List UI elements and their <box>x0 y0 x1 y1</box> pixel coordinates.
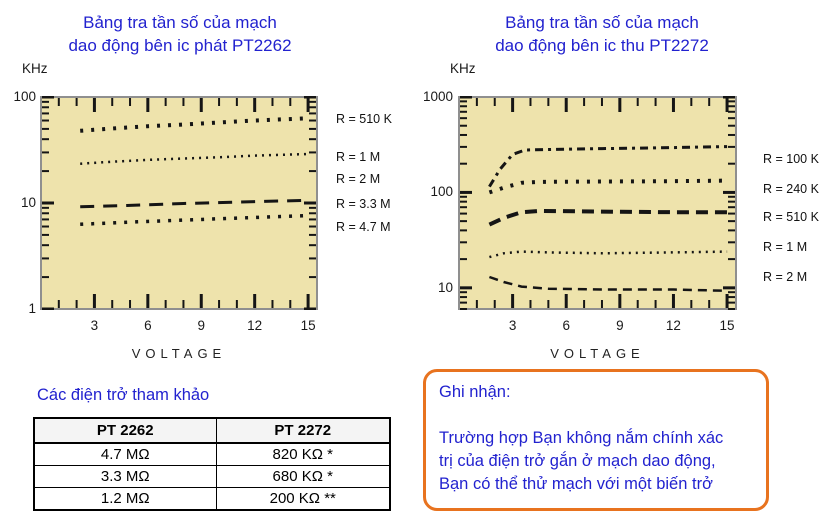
x-tick-label: 3 <box>508 318 517 333</box>
series-label: R = 1 M <box>336 150 381 164</box>
x-tick-label: 6 <box>562 318 570 333</box>
x-tick-label: 15 <box>719 318 735 333</box>
x-tick-label: 12 <box>665 318 681 333</box>
chart-title-line: dao động bên ic thu PT2272 <box>495 36 709 55</box>
table-header-cell: PT 2272 <box>216 418 390 443</box>
x-axis-label-pt2262: VOLTAGE <box>131 346 227 361</box>
y-tick-label: 100 <box>13 89 36 104</box>
series-label: R = 2 M <box>336 172 381 186</box>
table-cell: 4.7 MΩ <box>34 443 216 466</box>
note-box <box>423 369 769 511</box>
x-tick-label: 15 <box>300 318 316 333</box>
series-label: R = 100 K <box>763 152 819 166</box>
x-tick-label: 3 <box>90 318 99 333</box>
x-tick-label: 6 <box>144 318 152 333</box>
y-tick-label: 10 <box>20 195 36 210</box>
table-cell: 1.2 MΩ <box>34 488 216 511</box>
series-label: R = 240 K <box>763 182 819 196</box>
note-text-line: Bạn có thể thử mạch với một biến trở <box>439 475 713 493</box>
table-header-cell: PT 2262 <box>34 418 216 443</box>
series-label: R = 510 K <box>336 112 392 126</box>
series-label: R = 4.7 M <box>336 220 391 234</box>
y-tick-label: 1000 <box>422 89 453 104</box>
chart-plot-pt2272 <box>458 96 737 310</box>
note-text-line: Trường hợp Bạn không nắm chính xác <box>439 429 724 447</box>
table-cell: 820 KΩ * <box>216 443 390 466</box>
y-tick-label: 1 <box>28 301 36 316</box>
note-text-line: trị của điện trở gắn ở mạch dao động, <box>439 452 716 470</box>
x-axis-label-pt2272: VOLTAGE <box>550 346 645 361</box>
y-unit-label-pt2272: KHz <box>450 61 476 76</box>
y-tick-label: 100 <box>430 184 453 200</box>
series-label: R = 3.3 M <box>336 197 391 211</box>
table-cell: 680 KΩ * <box>216 466 390 488</box>
plot-area <box>459 97 736 309</box>
x-tick-label: 12 <box>247 318 263 333</box>
chart-plot-pt2262 <box>40 96 318 310</box>
table-row <box>34 488 390 511</box>
table-title: Các điện trở tham khảo <box>37 386 210 404</box>
y-unit-label-pt2262: KHz <box>22 61 48 76</box>
chart-title-pt2262 <box>30 11 330 57</box>
note-heading: Ghi nhận: <box>439 383 511 401</box>
y-tick-label: 10 <box>437 279 453 295</box>
series-label: R = 2 M <box>763 270 808 284</box>
series-label: R = 1 M <box>763 240 808 254</box>
table-cell: 200 KΩ ** <box>216 488 390 511</box>
series-label: R = 510 K <box>763 210 819 224</box>
table-cell: 3.3 MΩ <box>34 466 216 488</box>
table-header-row <box>34 418 390 443</box>
chart-title-line: Bảng tra tần số của mạch <box>505 13 699 32</box>
resistor-reference-table <box>33 417 391 511</box>
chart-title-line: dao động bên ic phát PT2262 <box>68 36 292 55</box>
table-row <box>34 443 390 466</box>
x-tick-label: 9 <box>616 318 624 333</box>
table-row <box>34 466 390 488</box>
note-body <box>439 427 753 496</box>
chart-title-pt2272 <box>452 11 752 57</box>
x-tick-label: 9 <box>197 318 205 333</box>
chart-title-line: Bảng tra tần số của mạch <box>83 13 277 32</box>
